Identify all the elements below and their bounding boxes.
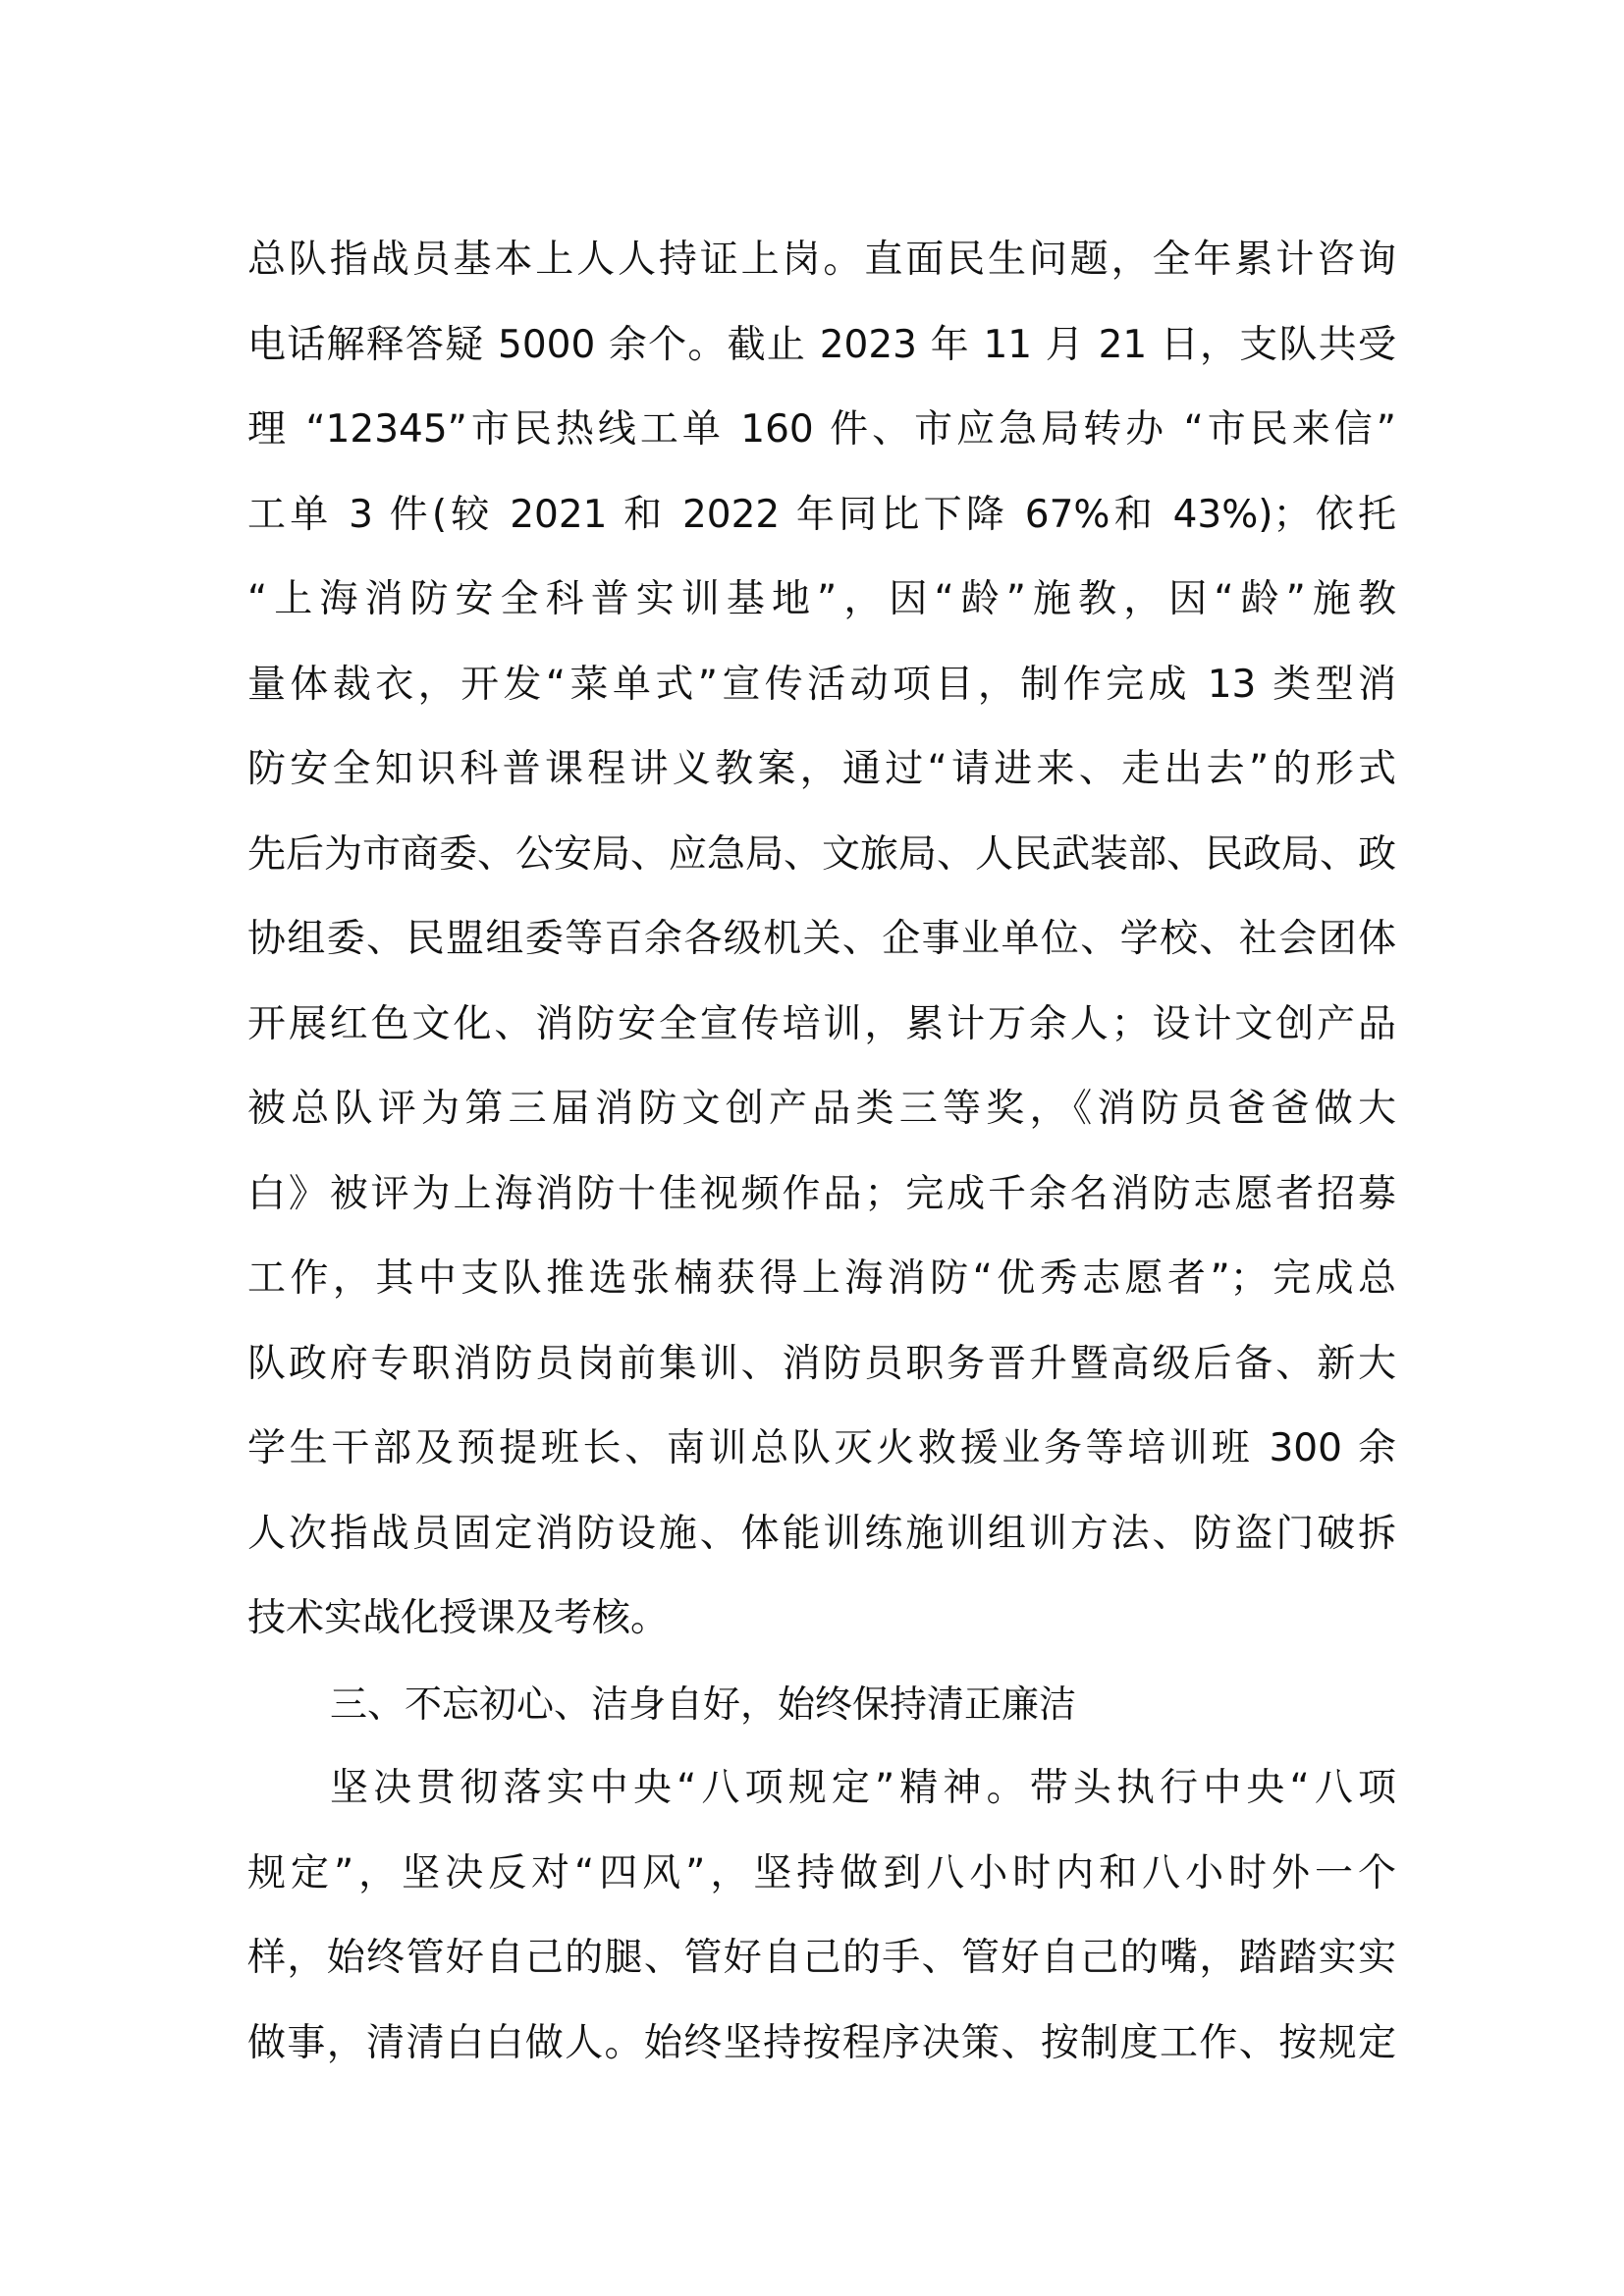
text-line-9: 协组委、民盟组委等百余各级机关、企事业单位、学校、社会团体 (247, 917, 1396, 961)
text-line-7: 防安全知识科普课程讲义教案，通过“请进来、走出去”的形式 (247, 747, 1396, 791)
text-line-14: 队政府专职消防员岗前集训、消防员职务晋升暨高级后备、新大 (247, 1341, 1396, 1386)
text-line-15: 学生干部及预提班长、南训总队灭火救援业务等培训班 300 余 (247, 1426, 1396, 1470)
text-line-2: 电话解释答疑 5000 余个。截止 2023 年 11 月 21 日，支队共受 (247, 322, 1396, 367)
text-line-20: 规定”，坚决反对“四风”，坚持做到八小时内和八小时外一个 (247, 1850, 1396, 1896)
text-line-6: 量体裁衣，开发“菜单式”宣传活动项目，制作完成 13 类型消 (247, 662, 1396, 707)
text-line-11: 被总队评为第三届消防文创产品类三等奖，《消防员爸爸做大 (247, 1087, 1396, 1131)
text-line-22: 做事，清清白白做人。始终坚持按程序决策、按制度工作、按规定 (247, 2020, 1396, 2065)
text-line-12: 白》被评为上海消防十佳视频作品；完成千余名消防志愿者招募 (247, 1171, 1396, 1216)
text-line-13: 工作，其中支队推选张楠获得上海消防“优秀志愿者”；完成总 (247, 1256, 1396, 1301)
text-line-1: 总队指战员基本上人人持证上岗。直面民生问题，全年累计咨询 (247, 238, 1396, 282)
document-body (247, 218, 1396, 2086)
text-line-17: 技术实战化授课及考核。 (247, 1596, 670, 1640)
text-line-4: 工单 3 件(较 2021 和 2022 年同比下降 67%和 43%)；依托 (247, 492, 1396, 537)
text-line-10: 开展红色文化、消防安全宣传培训，累计万余人；设计文创产品 (247, 1001, 1396, 1046)
text-line-19: 坚决贯彻落实中央“八项规定”精神。带头执行中央“八项 (330, 1766, 1396, 1810)
text-line-16: 人次指战员固定消防设施、体能训练施训组训方法、防盗门破拆 (247, 1511, 1396, 1556)
text-line-21: 样，始终管好自己的腿、管好自己的手、管好自己的嘴，踏踏实实 (247, 1936, 1396, 1980)
section-heading: 三、不忘初心、洁身自好，始终保持清正廉洁 (330, 1682, 1077, 1726)
text-line-8: 先后为市商委、公安局、应急局、文旅局、人民武装部、民政局、政 (247, 831, 1397, 877)
text-line-3: 理 “12345”市民热线工单 160 件、市应急局转办 “市民来信” (247, 407, 1396, 452)
text-line-5: “上海消防安全科普实训基地”，因“龄”施教，因“龄”施教 (247, 577, 1396, 621)
